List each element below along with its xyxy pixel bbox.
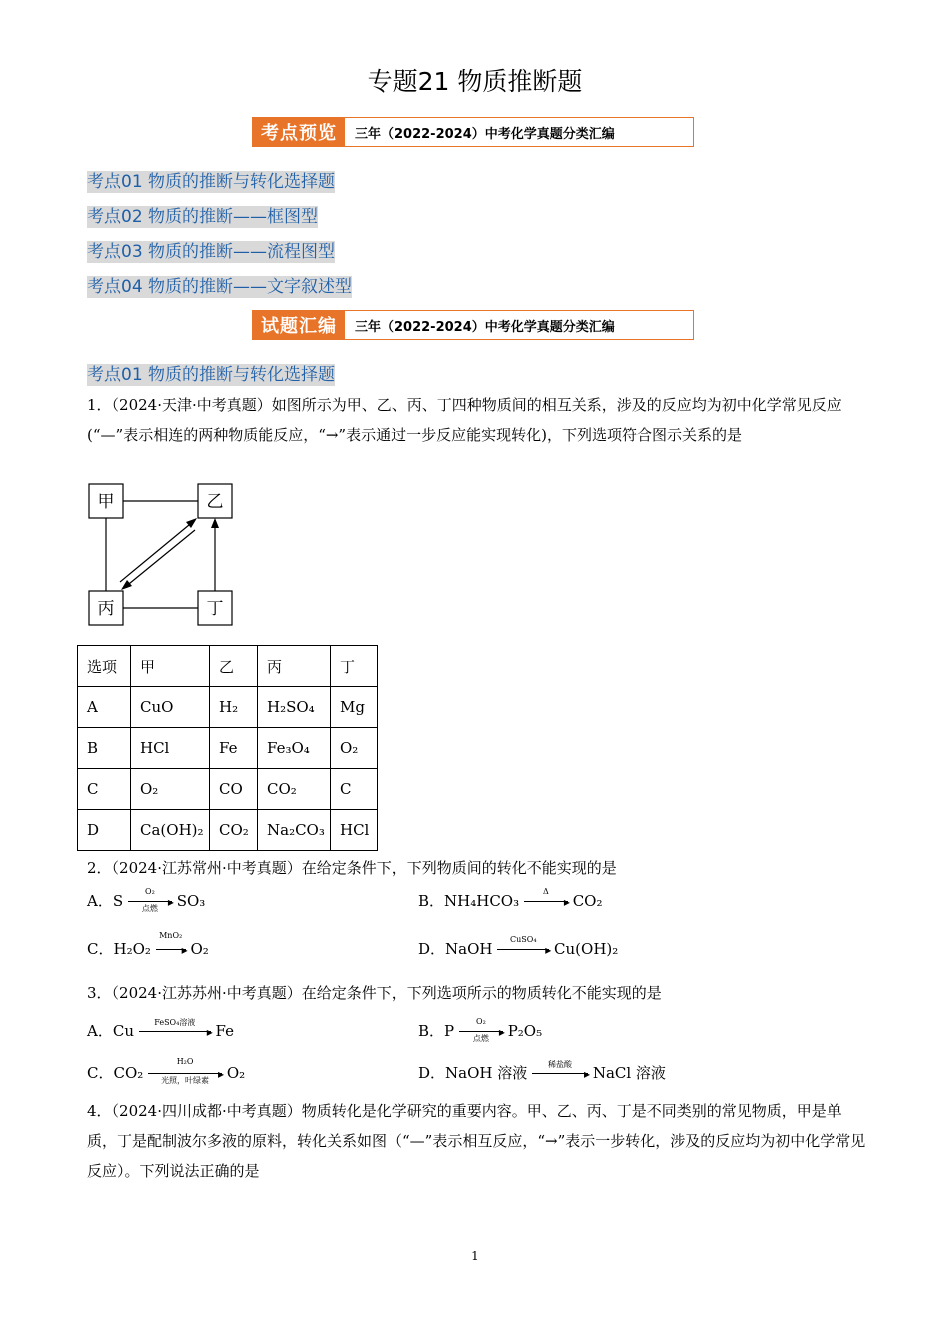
banner-tag: 考点预览 [253, 118, 345, 146]
question-2-text: 2．（2024·江苏常州·中考真题）在给定条件下，下列物质间的转化不能实现的是 [87, 859, 617, 877]
relation-diagram [80, 478, 250, 633]
table-row: D Ca(OH)₂ CO₂ Na₂CO₃ HCl [78, 810, 378, 851]
diagram-node-c: 丙 [97, 599, 115, 619]
banner-text: 三年（2022-2024）中考化学真题分类汇编 [355, 126, 615, 142]
toc-item[interactable]: 考点04 物质的推断——文字叙述型 [87, 277, 353, 297]
page-number: 1 [471, 1249, 479, 1263]
diagram-node-d: 丁 [206, 599, 224, 619]
table-header-row: 选项 甲 乙 丙 丁 [78, 646, 378, 687]
banner-text: 三年（2022-2024）中考化学真题分类汇编 [355, 319, 615, 335]
toc-item[interactable]: 考点03 物质的推断——流程图型 [87, 242, 336, 262]
question-1-text: 1．（2024·天津·中考真题）如图所示为甲、乙、丙、丁四种物质间的相互关系，涉及的反应均为初中化学常见反应(“—”表示相连的两种物质能反应，“→”表示通过一步反应能实现转化)，下列选项符合图示关系的是 [87, 396, 842, 444]
q2-option-a[interactable]: A．S O₂ ▸ 点燃 SO₃ [87, 887, 206, 913]
q2-option-c[interactable]: C．H₂O₂ MnO₂ ▸ O₂ [87, 931, 209, 958]
table-row: B HCl Fe Fe₃O₄ O₂ [78, 728, 378, 769]
diagram-node-a: 甲 [97, 492, 115, 512]
q2-option-b[interactable]: B．NH₄HCO₃ Δ ▸ CO₂ [418, 887, 603, 910]
table-row: C O₂ CO CO₂ C [78, 769, 378, 810]
q3-option-c[interactable]: C．CO₂ H₂O ▸ 光照，叶绿素 O₂ [87, 1057, 246, 1085]
question-4-text: 4．（2024·四川成都·中考真题）物质转化是化学研究的重要内容。甲、乙、丙、丁是不同类别的常见物质，甲是单质，丁是配制波尔多液的原料，转化关系如图（“—”表示相互反应，“→”表示一步转化，涉及的反应均为初中化学常见反应）。下列说法正确的是 [87, 1102, 866, 1180]
preview-banner [252, 117, 694, 147]
toc-item[interactable]: 考点02 物质的推断——框图型 [87, 207, 319, 227]
page-title: 专题21 物质推断题 [367, 67, 583, 96]
options-table [77, 645, 378, 851]
table-row: A CuO H₂ H₂SO₄ Mg [78, 687, 378, 728]
toc-item[interactable]: 考点01 物质的推断与转化选择题 [87, 172, 336, 192]
q2-option-d[interactable]: D．NaOH CuSO₄ ▸ Cu(OH)₂ [418, 935, 619, 958]
q3-option-b[interactable]: B．P O₂ ▸ 点燃 P₂O₅ [418, 1017, 543, 1043]
q3-option-d[interactable]: D．NaOH 溶液 稀盐酸 ▸ NaCl 溶液 [418, 1060, 666, 1082]
question-3-text: 3．（2024·江苏苏州·中考真题）在给定条件下，下列选项所示的物质转化不能实现的是 [87, 984, 662, 1002]
q3-option-a[interactable]: A．Cu FeSO₄溶液 ▸ Fe [87, 1018, 235, 1040]
section-heading: 考点01 物质的推断与转化选择题 [87, 365, 336, 385]
diagram-node-b: 乙 [206, 492, 224, 512]
banner-tag: 试题汇编 [253, 311, 345, 339]
compilation-banner [252, 310, 694, 340]
